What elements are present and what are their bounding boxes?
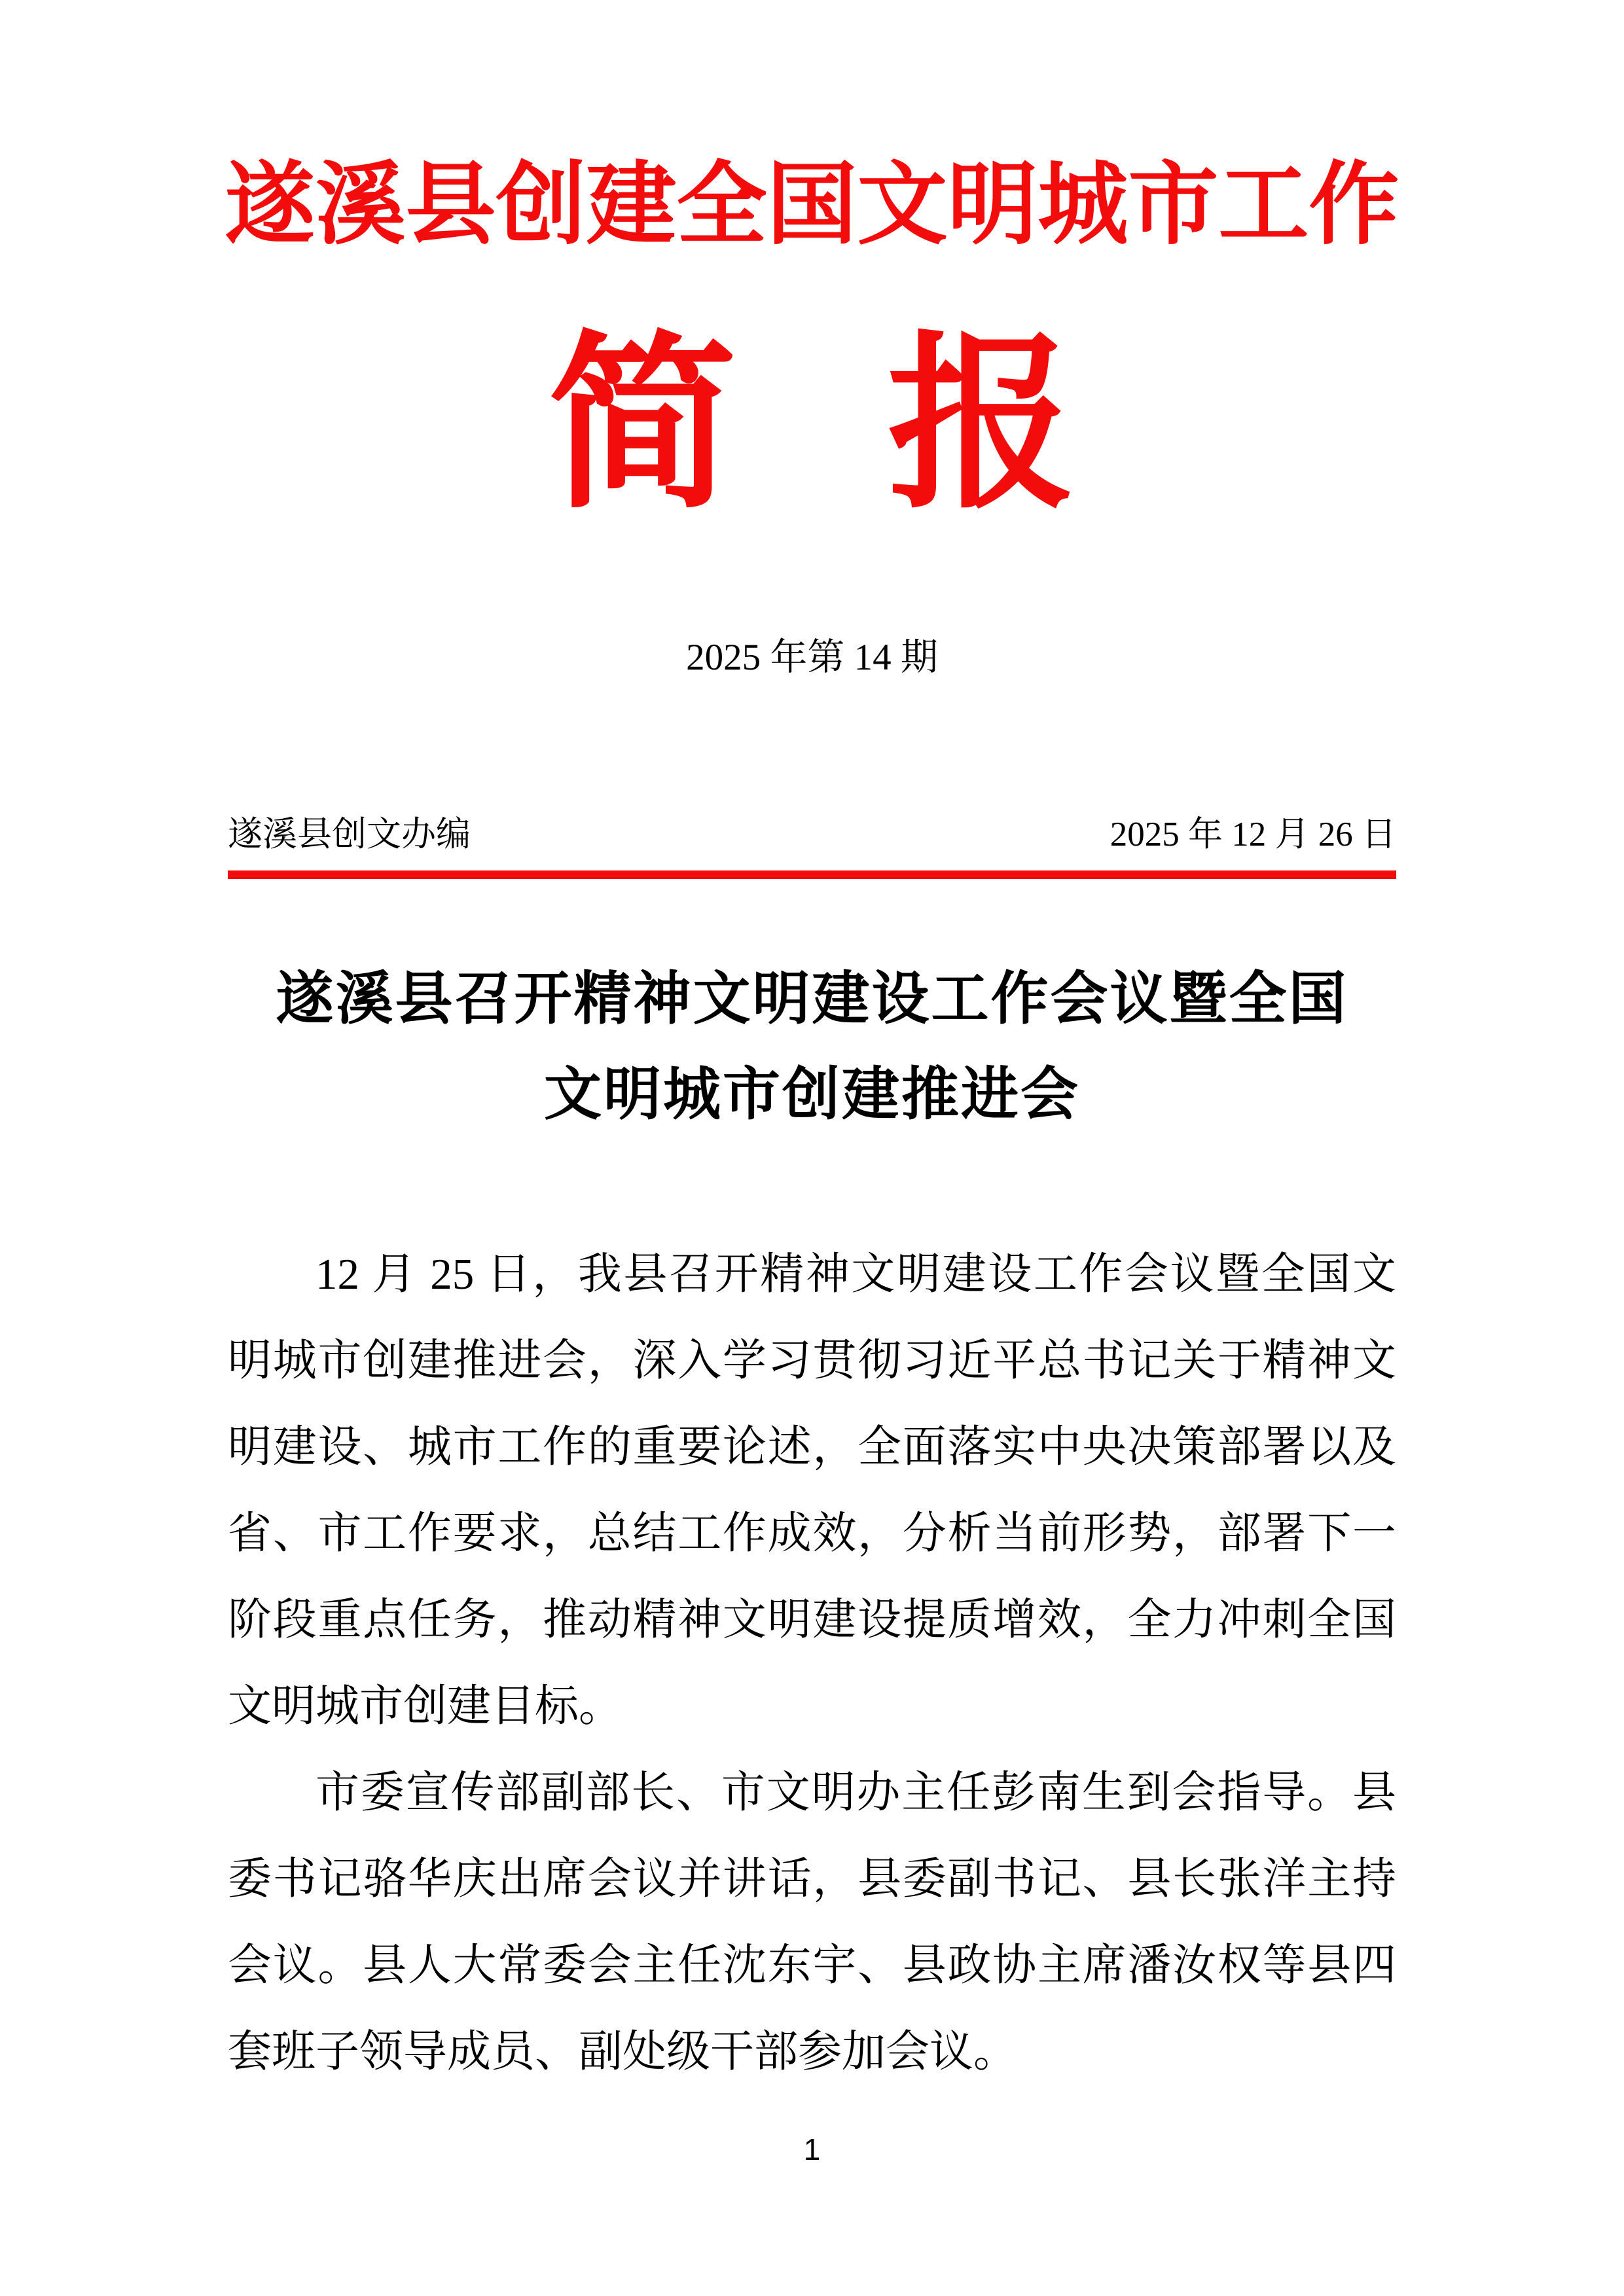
editor-date-row bbox=[228, 816, 1396, 853]
body-line: 省、市工作要求，总结工作成效，分析当前形势，部署下一 bbox=[228, 1509, 1396, 1558]
body-line: 阶段重点任务，推动精神文明建设提质增效，全力冲刺全国 bbox=[228, 1596, 1396, 1644]
body-line: 文明城市创建目标。 bbox=[228, 1682, 623, 1731]
brief-char-jian: 简 bbox=[548, 322, 737, 531]
body-line: 市委宣传部副部长、市文明办主任彭南生到会指导。县 bbox=[316, 1768, 1396, 1817]
masthead-divider-rule bbox=[228, 870, 1396, 879]
body-line: 明建设、城市工作的重要论述，全面落实中央决策部署以及 bbox=[228, 1423, 1396, 1471]
body-line: 会议。县人大常委会主任沈东宇、县政协主席潘汝权等县四 bbox=[228, 1941, 1396, 1990]
editor-label: 遂溪县创文办编 bbox=[228, 816, 471, 853]
masthead-brief bbox=[0, 322, 1624, 531]
page-number: 1 bbox=[803, 2132, 821, 2166]
body-line: 套班子领导成员、副处级干部参加会议。 bbox=[228, 2028, 1017, 2076]
article-title-line-2: 文明城市创建推进会 bbox=[543, 1064, 1080, 1127]
issue-number-line: 2025 年第 14 期 bbox=[686, 637, 938, 678]
body-line: 明城市创建推进会，深入学习贯彻习近平总书记关于精神文 bbox=[228, 1336, 1396, 1385]
article-title-line-1: 遂溪县召开精神文明建设工作会议暨全国 bbox=[276, 968, 1348, 1031]
masthead-title: 遂溪县创建全国文明城市工作 bbox=[225, 155, 1399, 255]
body-line: 委书记骆华庆出席会议并讲话，县委副书记、县长张洋主持 bbox=[228, 1855, 1396, 1903]
article-body bbox=[228, 1231, 1396, 2095]
article-title bbox=[228, 952, 1396, 1143]
brief-char-bao: 报 bbox=[887, 322, 1076, 531]
body-line: 12 月 25 日，我县召开精神文明建设工作会议暨全国文 bbox=[316, 1250, 1396, 1299]
issue-date: 2025 年 12 月 26 日 bbox=[1110, 816, 1396, 853]
